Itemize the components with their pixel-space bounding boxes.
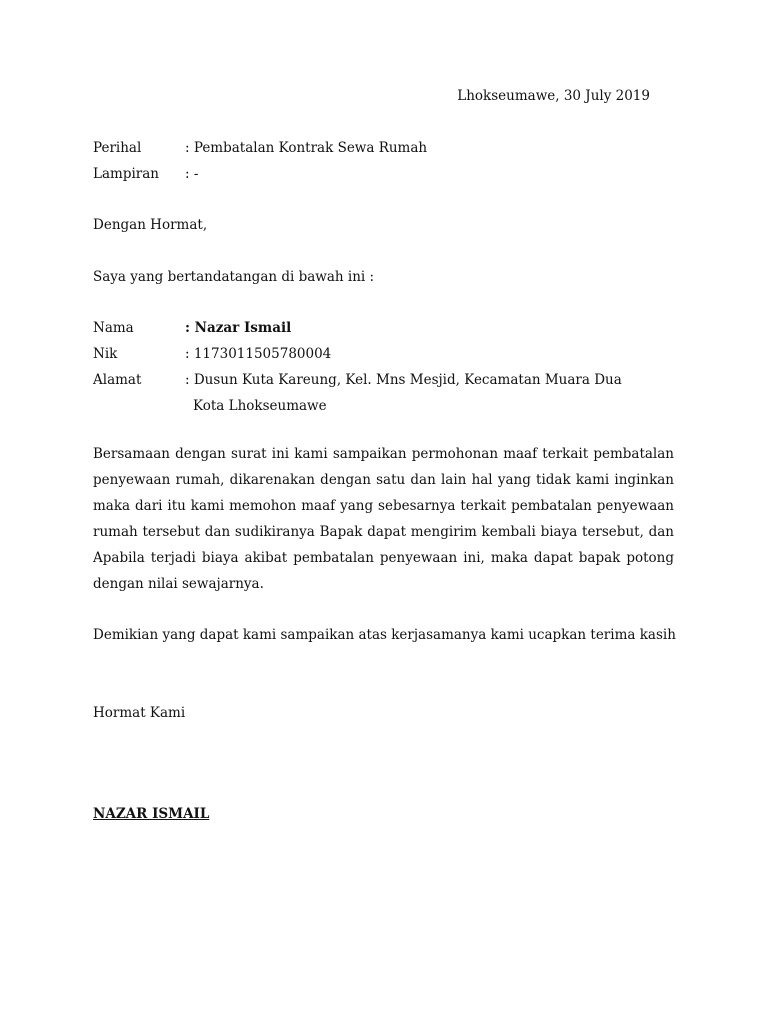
nik-row — [93, 346, 331, 362]
nik-value: : 1173011505780004 — [185, 346, 332, 362]
place-date: Lhokseumawe, 30 July 2019 — [457, 88, 650, 104]
alamat-label: Alamat — [93, 372, 142, 388]
intro-text: Saya yang bertandatangan di bawah ini : — [93, 269, 375, 285]
nik-label: Nik — [93, 346, 118, 362]
greeting: Dengan Hormat, — [93, 217, 208, 233]
nama-value: : Nazar Ismail — [185, 320, 292, 336]
perihal-row — [93, 140, 427, 156]
lampiran-value: : - — [185, 166, 199, 182]
closing-sentence: Demikian yang dapat kami sampaikan atas kerjasamanya kami ucapkan terima kasih — [93, 627, 676, 643]
lampiran-row — [93, 166, 198, 182]
perihal-value: : Pembatalan Kontrak Sewa Rumah — [185, 140, 428, 156]
nama-label: Nama — [93, 320, 134, 336]
alamat-line2: Kota Lhokseumawe — [193, 398, 327, 414]
body-paragraph: Bersamaan dengan surat ini kami sampaikan permohonan maaf terkait pembatalan penyewaan rumah, dikarenakan dengan satu dan lain hal yang tidak kami inginkan maka dari itu kami memohon maaf yang sebesarnya terkait pembatalan penyewaan rumah tersebut dan sudikiranya Bapak dapat mengirim kembali biaya tersebut, dan Apabila terjadi biaya akibat pembatalan penyewaan ini, maka dapat bapak potong dengan nilai sewajarnya. — [93, 446, 674, 592]
nama-row — [93, 320, 291, 336]
alamat-row — [93, 372, 622, 388]
signatory-name: NAZAR ISMAIL — [93, 806, 210, 822]
closing-salutation: Hormat Kami — [93, 705, 186, 721]
lampiran-label: Lampiran — [93, 166, 159, 182]
perihal-label: Perihal — [93, 140, 142, 156]
alamat-value: : Dusun Kuta Kareung, Kel. Mns Mesjid, Kecamatan Muara Dua — [185, 372, 622, 388]
